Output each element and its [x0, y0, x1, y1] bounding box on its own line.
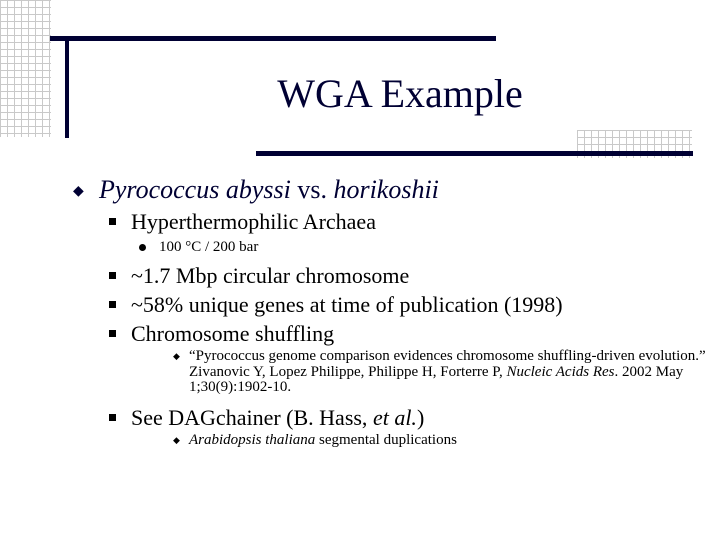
title-rule-vertical: [65, 36, 69, 138]
diamond-bullet-icon: ◆: [173, 435, 180, 445]
citation-text: “Pyrococcus genome comparison evidences chromosome shuffling-driven evolution.” Zivanovic Y, Lopez Philippe, Philippe H, Forterre P, Nucleic Acids Res. 2002 May 1;30(9):1902-10.: [189, 348, 706, 395]
square-bullet-icon: [109, 414, 116, 421]
square-bullet-icon: [109, 272, 116, 279]
see-dagchainer-text: See DAGchainer (B. Hass, et al.): [131, 405, 425, 430]
title-rule-bottom: [256, 151, 693, 156]
diamond-bullet-icon: ◆: [73, 184, 84, 199]
main-bullet-text: Pyrococcus abyssi vs. horikoshii: [99, 175, 439, 204]
circle-bullet-icon: [139, 244, 146, 251]
grid-decoration-top-left: [0, 0, 51, 137]
slide-title: WGA Example: [277, 71, 523, 116]
square-bullet-icon: [109, 330, 116, 337]
diamond-bullet-icon: ◆: [173, 351, 180, 361]
square-bullet-icon: [109, 218, 116, 225]
title-rule-top: [50, 36, 496, 41]
square-bullet-icon: [109, 301, 116, 308]
arabidopsis-text: Arabidopsis thaliana segmental duplications: [189, 432, 457, 448]
